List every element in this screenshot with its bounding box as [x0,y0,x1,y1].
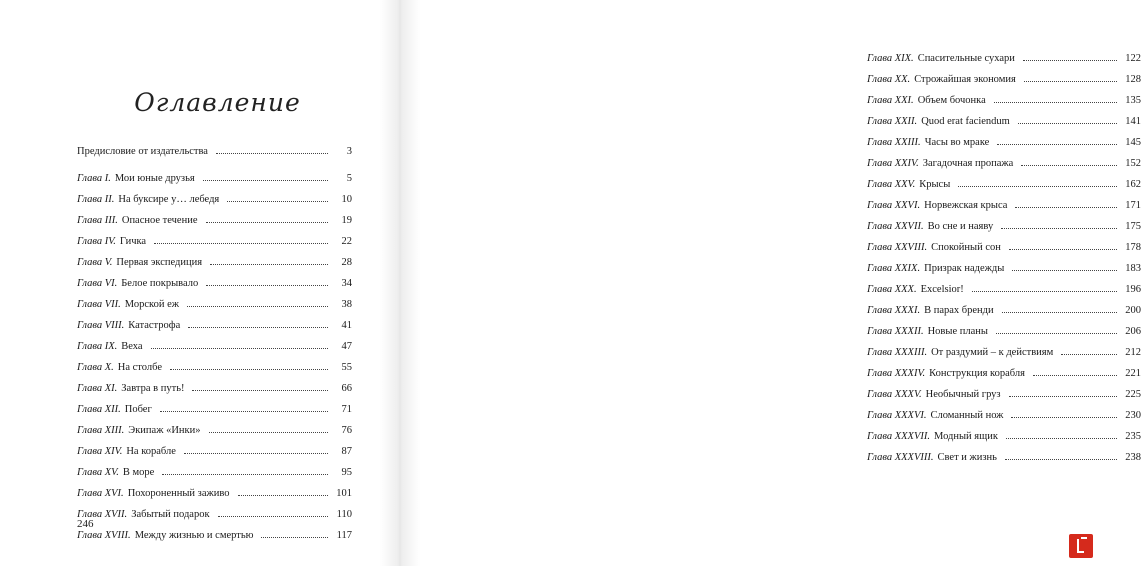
toc-entry-page: 235 [1125,431,1141,442]
toc-entry-chapter: Глава XXXIII. [867,347,928,358]
toc-entry-chapter: Глава XXXVII. [867,431,931,442]
toc-entry-chapter: Глава I. [77,173,111,184]
toc-entry-page: 28 [341,257,352,268]
toc-entry-title: Спасительные сухари [917,53,1015,64]
toc-entry-title: Необычный груз [925,389,1001,400]
toc-entry-chapter: Глава XXXVI. [867,410,927,421]
toc-entry-title: Quod erat faciendum [921,116,1010,127]
toc-entry-chapter: Глава XXIV. [867,158,919,169]
toc-entry[interactable] [867,426,1141,447]
toc-entry-chapter: Глава XI. [77,383,118,394]
toc-entry-page: 19 [341,215,352,226]
toc-entry[interactable] [867,90,1141,111]
dot-leader [151,348,328,349]
dot-leader [997,144,1117,145]
dot-leader [209,432,329,433]
toc-entry[interactable] [77,168,352,189]
toc-entry-chapter: Глава XV. [77,467,119,478]
toc-entry-title: Во сне и наяву [927,221,994,232]
toc-entry-chapter: Глава XXV. [867,179,916,190]
toc-entry[interactable] [867,258,1141,279]
toc-entry-page: 162 [1125,179,1141,190]
toc-entry[interactable] [77,420,352,441]
page-number: 246 [77,518,94,530]
toc-entry-chapter: Глава XXVIII. [867,242,928,253]
dot-leader [972,291,1117,292]
toc-entry-title: Катастрофа [128,320,181,331]
dot-leader [1021,165,1117,166]
toc-entry[interactable] [867,174,1141,195]
toc-entry[interactable] [77,504,352,525]
dot-leader [1015,207,1117,208]
toc-entry[interactable] [867,48,1141,69]
dot-leader [994,102,1117,103]
dot-leader [162,474,328,475]
toc-entry-chapter: Глава XXI. [867,95,914,106]
toc-entry-page: 34 [341,278,352,289]
toc-entry-title: Гичка [119,236,147,247]
toc-entry-page: 122 [1125,53,1141,64]
toc-entry-title: В парах бренди [924,305,994,316]
toc-entry-page: 3 [346,146,352,157]
toc-entry-chapter: Глава XIV. [77,446,123,457]
dot-leader [1006,438,1117,439]
dot-leader [1009,396,1117,397]
toc-entry[interactable] [77,441,352,462]
toc-entry-chapter: Глава XXVI. [867,200,921,211]
right-page [420,0,1141,566]
toc-entry-title: На корабле [126,446,176,457]
dot-leader [154,243,328,244]
toc-entry-title: Побег [124,404,152,415]
toc-entry[interactable] [867,237,1141,258]
toc-entry[interactable] [867,279,1141,300]
book-gutter [380,0,420,566]
toc-entry-preface[interactable] [77,141,352,162]
dot-leader [160,411,328,412]
toc-entry[interactable] [867,216,1141,237]
toc-entry[interactable] [77,378,352,399]
toc-entry-page: 230 [1125,410,1141,421]
dot-leader [192,390,328,391]
toc-entry-chapter: Глава XXX. [867,284,917,295]
toc-entry[interactable] [867,342,1141,363]
toc-entry-title: Завтра в путь! [121,383,185,394]
toc-entry-chapter: Глава XVI. [77,488,124,499]
toc-entry[interactable] [77,231,352,252]
toc-entry[interactable] [77,252,352,273]
toc-entry-page: 47 [341,341,352,352]
dot-leader [170,369,328,370]
toc-entry-title: Модный ящик [934,431,998,442]
toc-entry-title: Белое покрывало [121,278,199,289]
toc-entry-title: Сломанный нож [930,410,1004,421]
toc-entry-chapter: Глава XII. [77,404,121,415]
toc-entry[interactable] [867,363,1141,384]
toc-entry-chapter: Глава XXIII. [867,137,921,148]
toc-entry-chapter: Глава VI. [77,278,118,289]
toc-entry[interactable] [77,336,352,357]
toc-entry-title: Опасное течение [121,215,198,226]
dot-leader [238,495,329,496]
toc-entry[interactable] [77,315,352,336]
toc-entry-title: Между жизнью и смертью [134,530,254,541]
toc-entry-page: 87 [341,446,352,457]
dot-leader [958,186,1117,187]
toc-entry-chapter: Глава XXXII. [867,326,924,337]
toc-entry-chapter: Глава III. [77,215,118,226]
toc-entry[interactable] [867,111,1141,132]
toc-entry-page: 238 [1125,452,1141,463]
toc-entry-page: 178 [1125,242,1141,253]
toc-entry[interactable] [867,300,1141,321]
toc-entry-title: Свет и жизнь [937,452,997,463]
toc-entry-title: Конструкция корабля [929,368,1025,379]
toc-entry-page: 206 [1125,326,1141,337]
toc-entry-chapter: Глава X. [77,362,114,373]
toc-entry-page: 117 [336,530,352,541]
toc-entry-title: Первая экспедиция [116,257,203,268]
toc-entry[interactable] [77,399,352,420]
toc-entry-page: 128 [1125,74,1141,85]
dot-leader [227,201,328,202]
toc-entry-page: 152 [1125,158,1141,169]
dot-leader [1002,312,1117,313]
dot-leader [184,453,328,454]
toc-entry-chapter: Глава XXXVIII. [867,452,934,463]
dot-leader [1012,270,1117,271]
toc-entry[interactable] [77,357,352,378]
toc-entry-page: 76 [341,425,352,436]
toc-entry-page: 225 [1125,389,1141,400]
dot-leader [261,537,328,538]
toc-entry-page: 66 [341,383,352,394]
toc-entry-page: 212 [1125,347,1141,358]
dot-leader [1009,249,1117,250]
dot-leader [1024,81,1117,82]
toc-entry-page: 196 [1125,284,1141,295]
page-title: Оглавление [134,88,301,117]
toc-entry-page: 141 [1125,116,1141,127]
dot-leader [996,333,1117,334]
toc-entry-chapter: Глава XX. [867,74,911,85]
toc-entry-page: 101 [336,488,352,499]
toc-entry-title: Часы во мраке [924,137,990,148]
logo-mark [1077,539,1084,553]
toc-entry-chapter: Глава IV. [77,236,116,247]
dot-leader [1005,459,1117,460]
left-page [0,0,380,566]
dot-leader [218,516,328,517]
toc-entry-chapter: Глава XXIX. [867,263,921,274]
toc-entry-chapter: Глава XXII. [867,116,918,127]
toc-entry[interactable] [867,69,1141,90]
toc-entry-title: Excelsior! [920,284,964,295]
toc-entry-title: Веха [121,341,143,352]
dot-leader [1023,60,1117,61]
toc-entry-chapter: Глава XIX. [867,53,914,64]
toc-entry-page: 71 [341,404,352,415]
toc-entry-title: Объем бочонка [917,95,986,106]
labirint-logo-icon [1069,534,1093,558]
toc-entry-chapter: Глава XIII. [77,425,125,436]
toc-entry-chapter: Глава XXXI. [867,305,921,316]
dot-leader [203,180,328,181]
dot-leader [206,222,329,223]
dot-leader [1033,375,1117,376]
toc-entry[interactable] [867,153,1141,174]
toc-entry-page: 22 [341,236,352,247]
toc-entry-page: 41 [341,320,352,331]
toc-entry-title: В море [122,467,155,478]
toc-entry-title: Забытый подарок [131,509,210,520]
toc-entry-chapter: Глава XXVII. [867,221,924,232]
toc-entry-title: Строжайшая экономия [914,74,1016,85]
toc-entry[interactable] [77,273,352,294]
toc-entry[interactable] [77,210,352,231]
toc-entry-page: 10 [341,194,352,205]
toc-entry-title: Спокойный сон [931,242,1001,253]
toc-list-left [77,141,352,546]
toc-entry-page: 200 [1125,305,1141,316]
toc-entry-page: 183 [1125,263,1141,274]
toc-entry-page: 221 [1125,368,1141,379]
toc-entry-title: Похороненный заживо [127,488,230,499]
toc-entry-chapter: Глава XVII. [77,509,128,520]
toc-entry[interactable] [77,525,352,546]
toc-entry-title: Призрак надежды [924,263,1005,274]
toc-entry[interactable] [77,294,352,315]
toc-entry-chapter: Глава II. [77,194,115,205]
toc-entry-page: 110 [336,509,352,520]
toc-entry-page: 175 [1125,221,1141,232]
toc-entry-page: 145 [1125,137,1141,148]
toc-entry-chapter: Глава VII. [77,299,121,310]
toc-entry[interactable] [867,321,1141,342]
toc-entry[interactable] [867,132,1141,153]
toc-entry-chapter: Глава XVIII. [77,530,131,541]
toc-entry-chapter: Глава XXXV. [867,389,922,400]
toc-entry-page: 95 [341,467,352,478]
toc-entry[interactable] [77,189,352,210]
dot-leader [1011,417,1117,418]
toc-entry-chapter: Глава XXXIV. [867,368,926,379]
toc-entry-page: 55 [341,362,352,373]
toc-entry-title: На столбе [117,362,162,373]
toc-entry[interactable] [867,447,1141,468]
dot-leader [206,285,328,286]
toc-entry-title: Предисловие от издательства [77,146,208,157]
toc-entry-chapter: Глава IX. [77,341,118,352]
dot-leader [187,306,328,307]
toc-entry-page: 5 [346,173,352,184]
toc-entry-title: Крысы [919,179,951,190]
dot-leader [1061,354,1117,355]
dot-leader [188,327,328,328]
toc-entry-chapter: Глава V. [77,257,113,268]
toc-entry-title: Загадочная пропажа [922,158,1014,169]
toc-entry[interactable] [77,462,352,483]
toc-entry-title: На буксире у… лебедя [118,194,220,205]
toc-entry-title: Норвежская крыса [924,200,1008,211]
toc-entry-chapter: Глава VIII. [77,320,125,331]
toc-list-right [867,48,1141,468]
toc-entry-title: Мои юные друзья [114,173,195,184]
toc-entry[interactable] [867,195,1141,216]
toc-entry-title: От раздумий – к действиям [931,347,1054,358]
toc-entry-page: 38 [341,299,352,310]
toc-entry-title: Новые планы [927,326,988,337]
dot-leader [210,264,328,265]
dot-leader [216,153,328,154]
toc-entry-title: Морской еж [124,299,179,310]
toc-entry[interactable] [867,405,1141,426]
dot-leader [1018,123,1117,124]
toc-entry[interactable] [77,483,352,504]
toc-entry[interactable] [867,384,1141,405]
toc-entry-title: Экипаж «Инки» [128,425,201,436]
toc-entry-page: 171 [1125,200,1141,211]
toc-entry-page: 135 [1125,95,1141,106]
dot-leader [1001,228,1117,229]
